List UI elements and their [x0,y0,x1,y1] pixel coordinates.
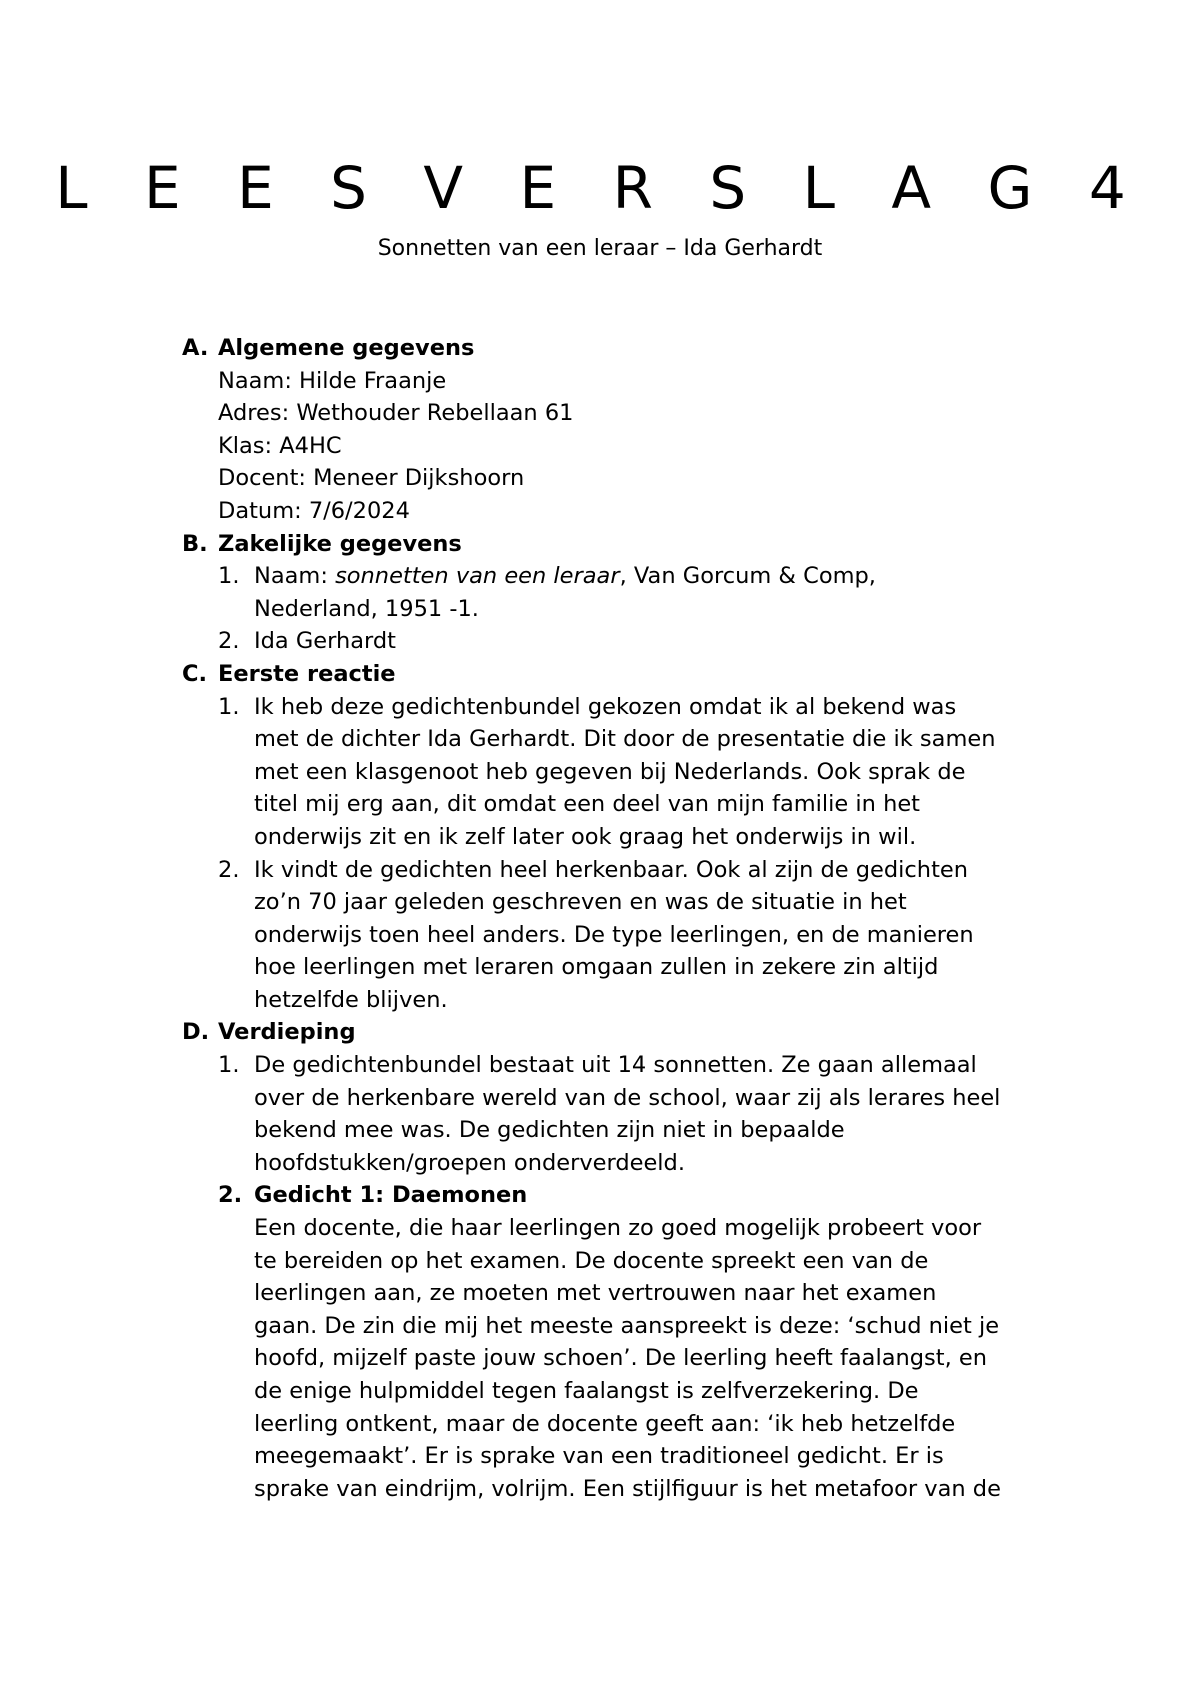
item-number: 2. [218,628,240,655]
item-line: Een docente, die haar leerlingen zo goed mogelijk probeert voor [254,1215,982,1242]
section-b-heading [182,528,1062,561]
item-line: meegemaakt’. Er is sprake van een traditioneel gedicht. Er is [254,1443,944,1470]
item-line: Nederland, 1951 -1. [254,595,479,622]
item-line: hoofdstukken/groepen onderverdeeld. [254,1149,685,1176]
section-c-letter: C. [182,660,208,687]
info-date: Datum: 7/6/2024 [218,497,410,524]
section-d-item-1 [182,1049,1062,1179]
item-line: Ida Gerhardt [254,628,396,655]
document-subtitle: Sonnetten van een leraar – Ida Gerhardt [377,236,823,261]
section-a-letter: A. [182,335,209,361]
section-d-item-2 [182,1179,1062,1505]
section-b-item-1 [182,560,1062,625]
item-line: onderwijs zit en ik zelf later ook graag het onderwijs in wil. [254,823,917,850]
section-d-heading [182,1016,1062,1049]
item-line: hoofd, mijzelf paste jouw schoen’. De leerling heeft faalangst, en [254,1345,987,1372]
section-c-title: Eerste reactie [218,660,396,687]
item-line: over de herkenbare wereld van de school, waar zij als lerares heel [254,1084,1001,1111]
document-body [182,332,1062,1505]
section-b-letter: B. [182,530,208,557]
info-address: Adres: Wethouder Rebellaan 61 [218,400,574,427]
section-a-title: Algemene gegevens [218,335,475,361]
book-publisher: , Van Gorcum & Comp, [619,563,876,590]
poem-heading: Gedicht 1: Daemonen [254,1182,528,1209]
info-class: Klas: A4HC [218,432,342,459]
item-line: titel mij erg aan, dit omdat een deel van mijn familie in het [254,791,921,818]
section-a-heading [182,332,1062,365]
section-d-title: Verdieping [218,1019,356,1046]
item-line: De gedichtenbundel bestaat uit 14 sonnetten. Ze gaan allemaal [254,1052,977,1079]
item-line: met de dichter Ida Gerhardt. Dit door de presentatie die ik samen [254,726,996,753]
item-line: met een klasgenoot heb gegeven bij Nederlands. Ook sprak de [254,758,966,785]
section-c-item-2 [182,854,1062,1017]
section-c-heading [182,658,1062,691]
item-line: onderwijs toen heel anders. De type leerlingen, en de manieren [254,921,974,948]
section-d-letter: D. [182,1019,210,1046]
item-line: leerlingen aan, ze moeten met vertrouwen naar het examen [254,1280,937,1307]
section-b-item-2 [182,625,1062,658]
item-line: bekend mee was. De gedichten zijn niet in bepaalde [254,1117,845,1144]
item-line: leerling ontkent, maar de docente geeft aan: ‘ik heb hetzelfde [254,1410,956,1437]
item-line: de enige hulpmiddel tegen faalangst is zelfverzekering. De [254,1378,919,1404]
item-number: 1. [218,563,240,590]
document-title: L E E S V E R S L A G 4 [55,154,1145,222]
item-line: Ik heb deze gedichtenbundel gekozen omdat ik al bekend was [254,693,957,720]
info-teacher: Docent: Meneer Dijkshoorn [218,465,525,492]
item-line: hoe leerlingen met leraren omgaan zullen in zekere zin altijd [254,954,939,981]
item-line: Ik vindt de gedichten heel herkenbaar. Ook al zijn de gedichten [254,856,968,883]
section-b-title: Zakelijke gegevens [218,530,462,557]
info-name: Naam: Hilde Fraanje [218,367,447,394]
book-title: sonnetten van een leraar [335,563,620,590]
item-line: gaan. De zin die mij het meeste aanspreekt is deze: ‘schud niet je [254,1312,1000,1339]
item-number: 2. [218,1182,243,1209]
item-line: sprake van eindrijm, volrijm. Een stijlfiguur is het metafoor van de [254,1475,1001,1502]
item-number: 2. [218,856,240,883]
item-line: te bereiden op het examen. De docente spreekt een van de [254,1247,929,1274]
item-line: hetzelfde blijven. [254,986,448,1013]
book-name-prefix: Naam: [254,563,336,590]
item-line [254,560,1062,593]
item-number: 1. [218,693,240,720]
item-line: zo’n 70 jaar geleden geschreven en was de situatie in het [254,889,907,916]
section-c-item-1 [182,691,1062,854]
item-number: 1. [218,1052,240,1079]
